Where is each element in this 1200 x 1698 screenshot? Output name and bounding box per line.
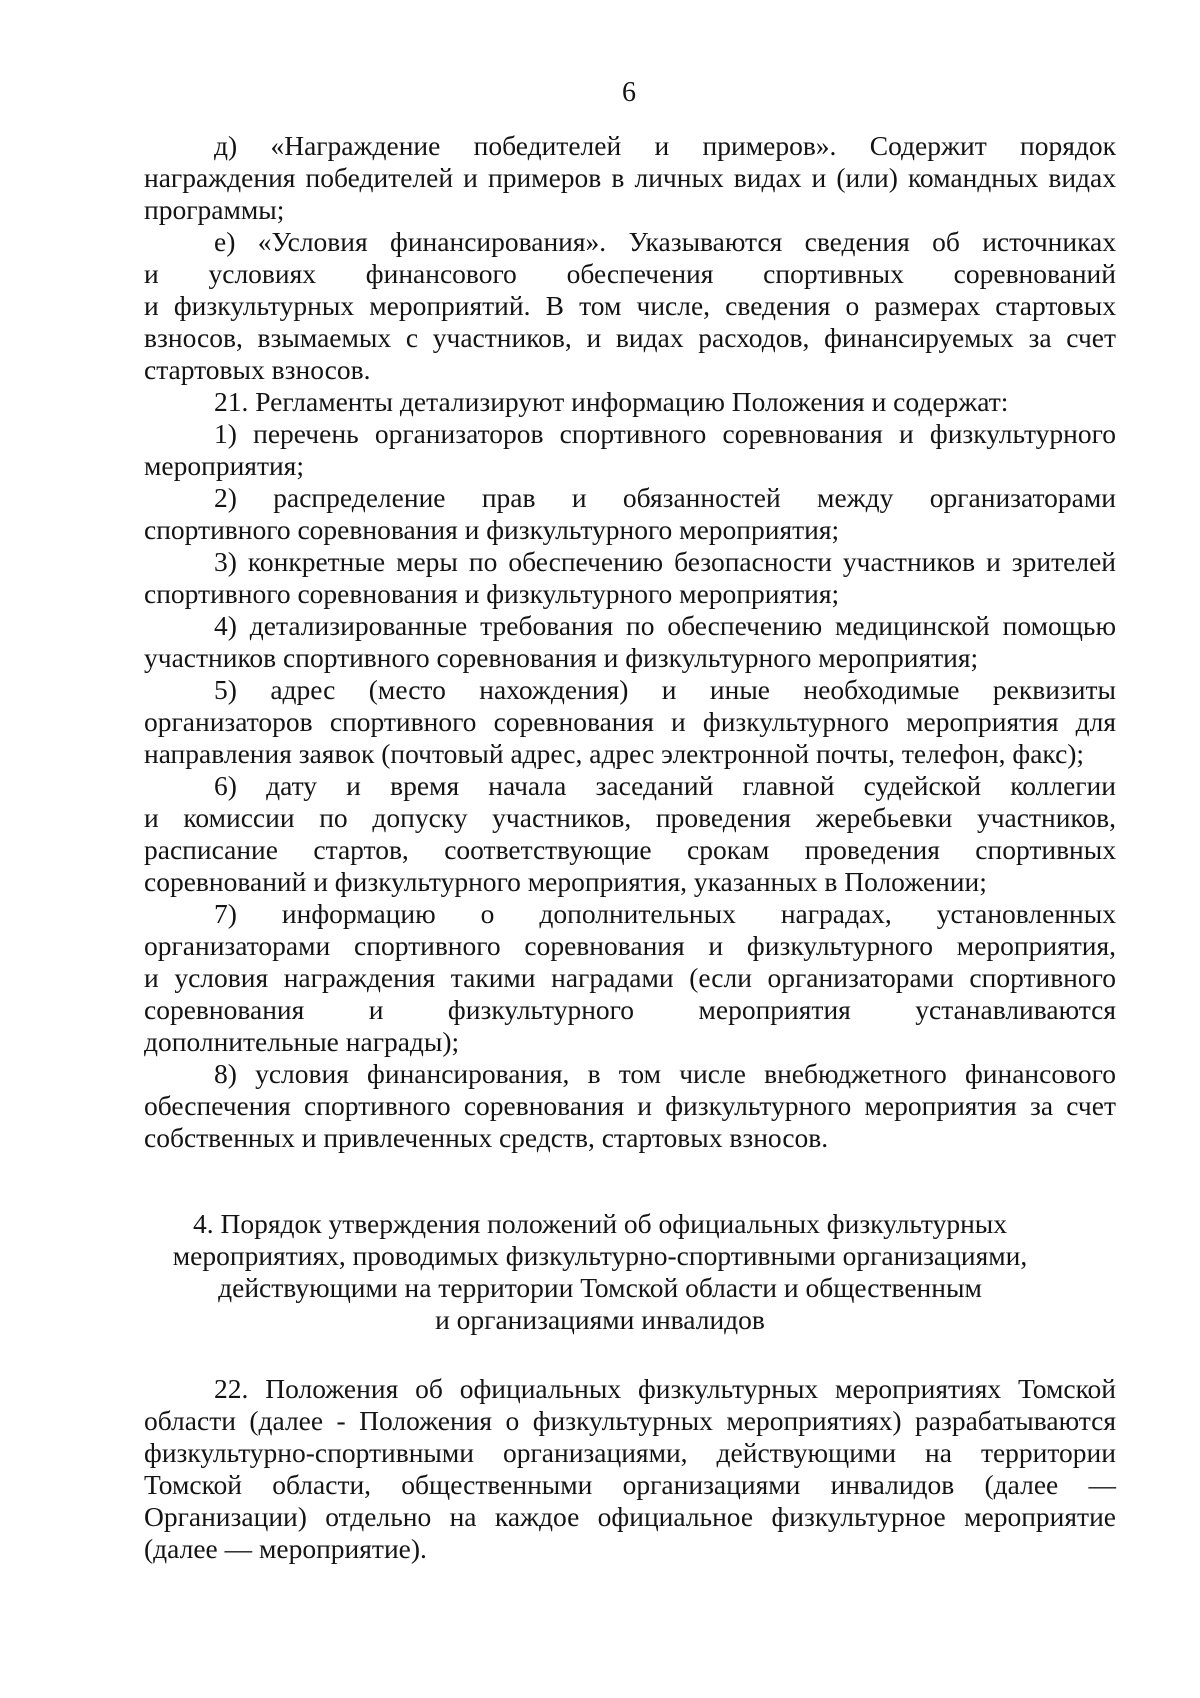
text-line: стартовых взносов.	[144, 354, 371, 385]
section-heading-line: 4. Порядок утверждения положений об официальных физкультурных	[192, 1208, 1008, 1239]
page-number: 6	[622, 77, 636, 108]
text-line: 2) распределение прав и обязанностей между организаторами	[214, 482, 1116, 513]
paragraph	[0, 130, 1200, 226]
paragraph	[0, 674, 1200, 770]
text-line: и комиссии по допуску участников, проведения жеребьевки участников,	[144, 802, 1116, 833]
text-line: (далее — мероприятие).	[144, 1533, 427, 1564]
text-line: расписание стартов, соответствующие срокам проведения спортивных	[144, 834, 1116, 865]
paragraph	[0, 546, 1200, 610]
text-line: соревнования и физкультурного мероприятия устанавливаются	[144, 994, 1116, 1025]
text-line: е) «Условия финансирования». Указываются сведения об источниках	[214, 226, 1116, 257]
text-line: обеспечения спортивного соревнования и физкультурного мероприятия за счет	[144, 1090, 1116, 1121]
text-line: 1) перечень организаторов спортивного соревнования и физкультурного	[214, 418, 1116, 449]
text-line: д) «Награждение победителей и примеров». Содержит порядок	[214, 130, 1116, 161]
section-heading	[0, 1208, 1200, 1336]
paragraph	[0, 386, 1200, 418]
text-line: Организации) отдельно на каждое официальное физкультурное мероприятие	[144, 1501, 1116, 1532]
text-line: 4) детализированные требования по обеспечению медицинской помощью	[214, 610, 1116, 641]
text-line: организаторов спортивного соревнования и физкультурного мероприятия для	[144, 706, 1116, 737]
text-line: 22. Положения об официальных физкультурных мероприятиях Томской	[214, 1373, 1116, 1404]
text-line: 5) адрес (место нахождения) и иные необходимые реквизиты	[214, 674, 1116, 705]
paragraph	[0, 1373, 1200, 1565]
text-line: области (далее - Положения о физкультурных мероприятиях) разрабатываются	[144, 1405, 1116, 1436]
text-line: 6) дату и время начала заседаний главной судейской коллегии	[214, 770, 1116, 801]
paragraph	[0, 482, 1200, 546]
body-text-top	[0, 130, 1200, 1154]
paragraph	[0, 1058, 1200, 1154]
paragraph	[0, 226, 1200, 386]
text-line: направления заявок (почтовый адрес, адрес электронной почты, телефон, факс);	[144, 738, 1085, 769]
text-line: участников спортивного соревнования и физкультурного мероприятия;	[144, 642, 979, 673]
paragraph	[0, 898, 1200, 1058]
text-line: 21. Регламенты детализируют информацию Положения и содержат:	[214, 386, 1009, 417]
section-heading-line: мероприятиях, проводимых физкультурно-спортивными организациями,	[172, 1240, 1028, 1271]
text-line: 8) условия финансирования, в том числе внебюджетного финансового	[214, 1058, 1116, 1089]
text-line: Томской области, общественными организациями инвалидов (далее —	[144, 1469, 1116, 1500]
text-line: организаторами спортивного соревнования и физкультурного мероприятия,	[144, 930, 1116, 961]
text-line: взносов, взымаемых с участников, и видах расходов, финансируемых за счет	[144, 322, 1116, 353]
section-heading-line: действующими на территории Томской области и общественным	[218, 1272, 982, 1303]
text-line: и физкультурных мероприятий. В том числе, сведения о размерах стартовых	[144, 290, 1116, 321]
text-line: 7) информацию о дополнительных наградах, установленных	[214, 898, 1116, 929]
text-line: спортивного соревнования и физкультурного мероприятия;	[144, 578, 840, 609]
paragraph	[0, 418, 1200, 482]
text-line: программы;	[144, 194, 285, 225]
text-line: спортивного соревнования и физкультурного мероприятия;	[144, 514, 840, 545]
text-line: и условиях финансового обеспечения спортивных соревнований	[144, 258, 1116, 289]
text-line: физкультурно-спортивными организациями, действующими на территории	[144, 1437, 1116, 1468]
text-line: награждения победителей и примеров в личных видах и (или) командных видах	[144, 162, 1116, 193]
text-line: 3) конкретные меры по обеспечению безопасности участников и зрителей	[214, 546, 1116, 577]
text-line: собственных и привлеченных средств, стартовых взносов.	[144, 1122, 829, 1153]
text-line: дополнительные награды);	[144, 1026, 460, 1057]
section-heading-line: и организациями инвалидов	[435, 1304, 765, 1335]
text-line: мероприятия;	[144, 450, 304, 481]
paragraph	[0, 610, 1200, 674]
text-line: соревнований и физкультурного мероприятия, указанных в Положении;	[144, 866, 987, 897]
text-line: и условия награждения такими наградами (если организаторами спортивного	[144, 962, 1116, 993]
body-text-bottom	[0, 1373, 1200, 1565]
paragraph	[0, 770, 1200, 898]
